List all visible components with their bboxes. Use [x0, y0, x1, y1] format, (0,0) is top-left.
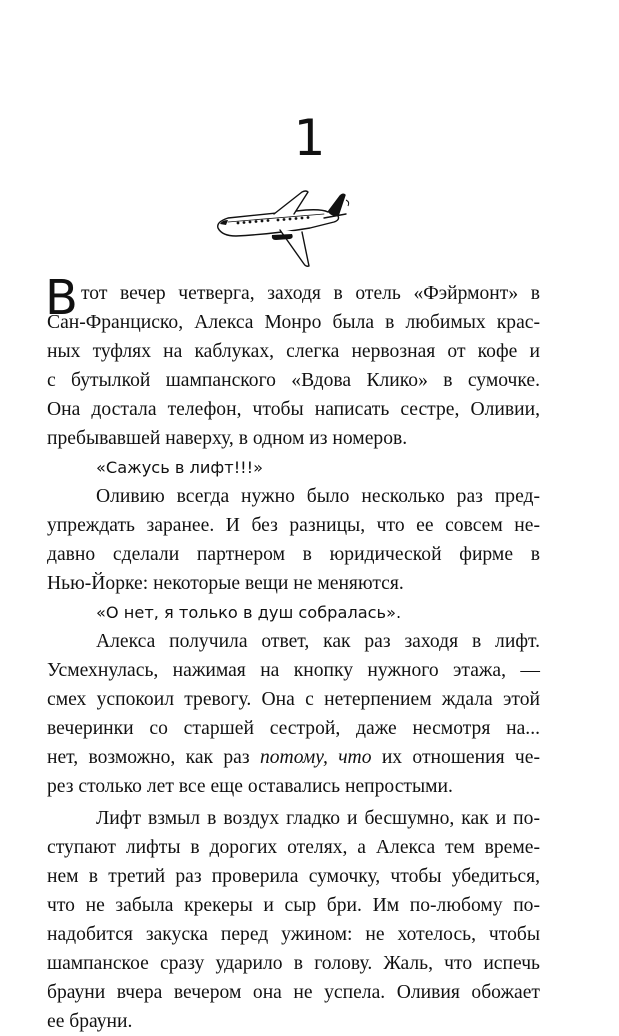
text-line: вечеринки со старшей сестрой, даже несмотря на... — [47, 718, 540, 739]
text-line: брауни вчера вечером она не успела. Оливия обожает — [47, 982, 540, 1003]
text-line: Сан-Франциско, Алекса Монро была в любимых крас- — [47, 312, 540, 333]
text-line: пребывавшей наверху, в одном из номеров. — [47, 428, 408, 449]
text-line: надобится закуска перед ужином: не хотелось, чтобы — [47, 924, 540, 945]
drop-cap: В — [45, 270, 78, 326]
text-line: Усмехнулась, нажимая на кнопку нужного этажа, — — [47, 660, 540, 681]
body-text — [45, 270, 540, 1036]
text-line: Лифт взмыл в воздух гладко и бесшумно, как и по- — [96, 808, 540, 829]
text-line: ных туфлях на каблуках, слегка нервозная от кофе и — [47, 341, 540, 362]
text-span: тот вечер четверга, заходя в отель «Фэйрмонт» в — [81, 283, 540, 304]
text-line: нем в третий раз проверила сумочку, чтобы убедиться, — [47, 866, 540, 887]
text-line: Оливию всегда нужно было несколько раз пред- — [96, 486, 540, 507]
chapter-number: 1 — [293, 109, 326, 167]
text-line: упреждать заранее. И без разницы, что ее совсем не- — [47, 515, 540, 536]
text-line: Она достала телефон, чтобы написать сестре, Оливии, — [47, 399, 540, 420]
text-line: ее брауни. — [47, 1011, 133, 1032]
text-line: смех успокоил тревогу. Она с нетерпением ждала этой — [47, 689, 540, 710]
text-line: Алекса получила ответ, как раз заходя в лифт. — [96, 631, 540, 652]
text-line — [47, 743, 540, 772]
text-span: их отношения че- — [371, 747, 540, 768]
text-line: что не забыла крекеры и сыр бри. Им по-любому по- — [47, 895, 540, 916]
text-span: нет, возможно, как раз — [47, 747, 260, 768]
text-line: давно сделали партнером в юридической фирме в — [47, 544, 540, 565]
text-message: «Сажусь в лифт!!!» — [96, 458, 264, 477]
text-line: шампанское сразу ударило в голову. Жаль, что испечь — [47, 953, 540, 974]
text-line: ступают лифты в дорогих отелях, а Алекса тем време- — [47, 837, 540, 858]
airplane-icon — [214, 190, 354, 272]
text-line: рез столько лет все еще оставались непростыми. — [47, 776, 453, 797]
text-line: с бутылкой шампанского «Вдова Клико» в сумочке. — [47, 370, 540, 391]
emphasis-text: потому, что — [259, 747, 372, 768]
text-line: Нью-Йорке: некоторые вещи не меняются. — [47, 573, 404, 594]
text-message: «О нет, я только в душ собралась». — [96, 603, 402, 622]
